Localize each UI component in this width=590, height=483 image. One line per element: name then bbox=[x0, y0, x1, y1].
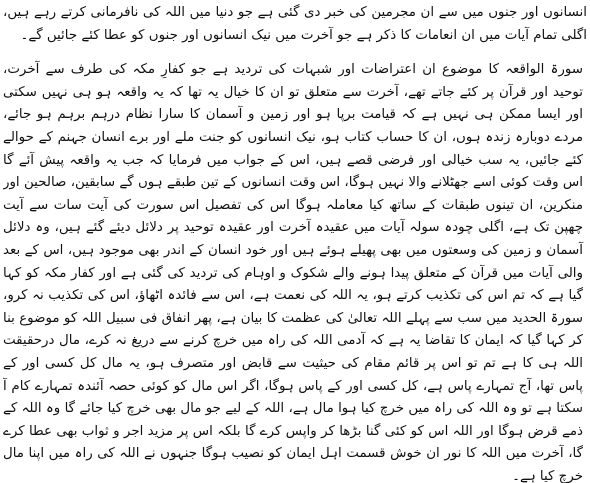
paragraph-2: سورۃ الواقعہ کا موضوع ان اعتراضات اور شبہات کی تردید ہے جو کفارِ مکہ کی طرف سے آخرت، توحید اور قرآن پر کئے جاتے تھے، آخرت سے متعلق تو ان کا خیال یہ تھا کہ یہ واقعہ ہو ہی نہیں سکتی اور ایسا ممکن ہی نہیں ہے کہ قیامت برپا ہو اور زمین و آسمان کا سارا نظام درہم برہم ہو جائے، مردے دوبارہ زندہ ہوں، ان کا حساب کتاب ہو، نیک انسانوں کو جنت ملے اور برے انسان جہنم کے حوالے کئے جائیں، یہ سب خیالی اور فرضی قصے ہیں، اس کے جواب میں فرمایا کہ جب یہ واقعہ پیش آئے گا اس وقت کوئی اسے جھٹلانے والا نہیں ہوگا، اس وقت انسانوں کے تین طبقے ہوں گے سابقین، صالحین اور منکرین، ان تینوں طبقات کے ساتھ کیا معاملہ ہوگا اس کی تفصیل اس سورت کی آیت سات سے آیت چھپن تک ہے، اگلی چودہ سولہ آیات میں عقیدہ آخرت اور عقیدہ توحید پر دلائل دیئے گئے ہیں، وہ دلائل آسمان و زمین کی وسعتوں میں بھی پھیلے ہوئے ہیں اور خود انسان کے اندر بھی موجود ہیں، اس کے بعد والی آیات میں قرآن کے متعلق پیدا ہونے والے شکوک و اوہام کی تردید کی گئی ہے اور کفار مکہ کو کہا گیا ہے کہ تم اس کی تکذیب کرتے ہو، یہ اللہ کی نعمت ہے، اس سے فائدہ اٹھاؤ، اس کی تکذیب نہ کرو، سورۃ الحدید میں سب سے پہلے اللہ تعالیٰ کی عظمت کا بیان ہے، پھر انفاق فی سبیل اللہ کو موضوع بنا کر کہا گیا کہ ایمان کا تقاضا یہ ہے کہ آدمی اللہ کی راہ میں خرچ کرنے سے دریغ نہ کرے، مال درحقیقت اللہ ہی کا ہے تم تو اس پر قائم مقام کی حیثیت سے قابض اور متصرف ہو، یہ مال کل کسی اور کے پاس تھا، آج تمہارے پاس ہے، کل کسی اور کے پاس ہوگا، اگر اس مال کو کوئی حصہ آئندہ تمہارے کام آ سکتا ہے تو وہ اللہ کی راہ میں خرچ کیا ہوا مال ہے، اللہ کے لیے جو مال بھی خرچ کیا جائے گا وہ اللہ کے ذمے قرض ہوگا اور اللہ اس کو کئی گنا بڑھا کر واپس کرے گا بلکہ اس پر مزید اجر و ثواب بھی عطا کرے گا، آخرت میں اللہ کا نور ان خوش قسمت اہل ایمان کو نصیب ہوگا جنہوں نے اللہ کی راہ میں اپنا مال خرچ کیا ہے۔ bbox=[3, 62, 583, 483]
paragraph-1: انسانوں اور جنوں میں سے ان مجرمین کی خبر دی گئی ہے جو دنیا میں اللہ کی نافرمانی کرتے رہے ہیں، اگلی تمام آیات میں ان انعامات کا ذکر ہے جو آخرت میں نیک انسانوں اور جنوں کو عطا کئے جائیں گے۔ bbox=[3, 5, 587, 43]
article-page bbox=[3, 0, 587, 483]
